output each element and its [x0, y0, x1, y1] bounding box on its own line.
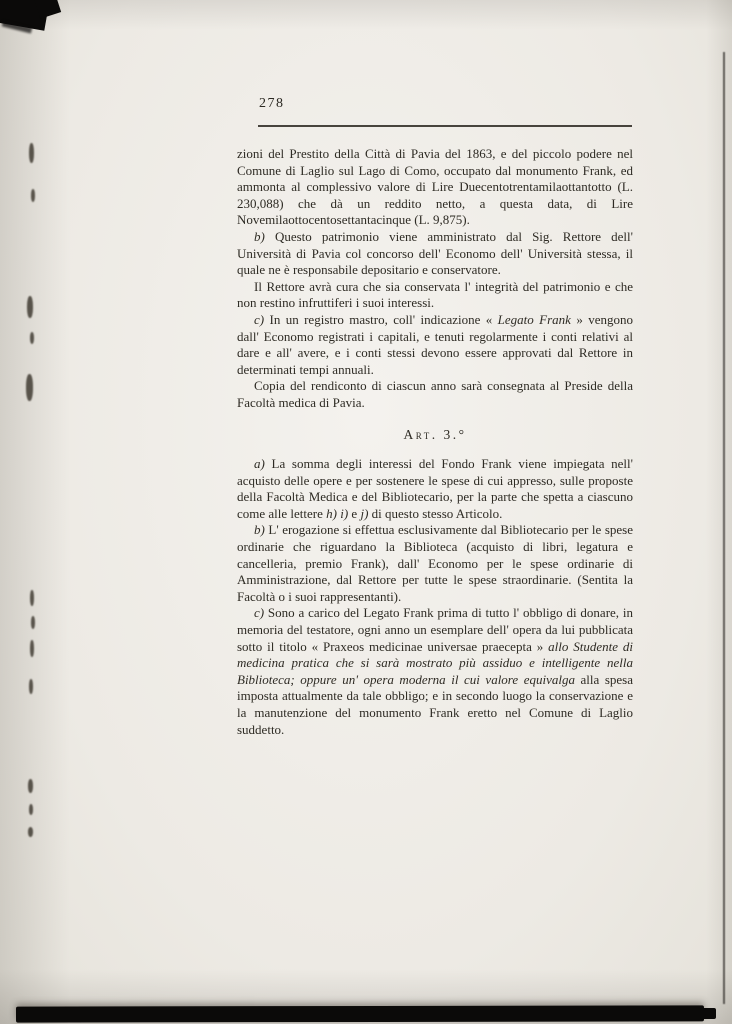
text-run-italic: Legato Frank: [497, 311, 571, 327]
paragraph: [237, 312, 633, 378]
ink-smudge: [28, 827, 33, 837]
lettera-marker: b): [254, 522, 265, 538]
header-rule: [258, 125, 632, 127]
text-run: Il Rettore avrà cura che sia conservata l' integrità del patrimonio e che non restino infruttiferi i suoi interessi.: [237, 278, 633, 311]
paragraph: [237, 279, 633, 312]
text-run: zioni del Prestito della Città di Pavia del 1863, e del piccolo podere nel Comune di Laglio sul Lago di Como, occupato dal monumento Frank, ed ammonta al complessivo valore di Lire Duecentotrentamilaottantotto (L. 230,088) che dà un reddito netto, a questa data, di Lire Novemilaottocentosettantacinque (L. 9,875).: [237, 146, 633, 228]
ink-smudge: [29, 804, 33, 815]
text-run-italic: j): [360, 505, 369, 521]
ink-smudge: [30, 640, 34, 657]
scan-edge-bar: [16, 1005, 704, 1022]
text-run: Questo patrimonio viene amministrato dal Sig. Rettore dell' Università di Pavia col concorso dell' Economo dell' Università stessa, il quale ne è responsabile depositario e conservatore.: [237, 228, 633, 278]
paragraph: [237, 378, 633, 411]
lettera-marker: c): [254, 311, 265, 327]
paragraph: [237, 146, 633, 229]
text-run: L' erogazione si effettua esclusivamente dal Bibliotecario per le spese ordinarie che riguardano la Biblioteca (acquisto di libri, legatura e cancelleria, premio Frank), dall' Economo per le spese ordinarie di Amministrazione, dal Rettore per tutte le spese straordinarie. (Sentita la Facoltà o i suoi rappresentanti).: [237, 522, 633, 604]
text-run: Sono a carico del Legato Frank prima di tutto l' obbligo di donare, in memoria del testatore, ogni anno un esemplare dell' opera da lui pubblicata sotto il titolo « Praxeos medicinae universae praecepta »: [237, 605, 633, 654]
text-run: alla spesa imposta attualmente da tale obbligo; e in secondo luogo la conservazione e la manutenzione del monumento Frank eretto nel Comune di Laglio suddetto.: [237, 671, 633, 737]
ink-smudge: [30, 590, 34, 606]
text-run: » vengono dall' Economo registrati i capitali, e tenuti regolarmente i conti relativi al dare e all' avere, e i conti stessi devono essere approvati dal Rettore in determinati tempi annuali.: [237, 311, 633, 377]
article-heading: Art. 3.°: [403, 426, 467, 442]
ink-smudge: [28, 779, 33, 793]
paragraph: [237, 229, 633, 279]
paragraph: [237, 522, 633, 605]
scan-edge-blob: [700, 1008, 716, 1019]
text-run-italic: h) i): [326, 505, 349, 521]
lettera-marker: b): [254, 228, 265, 244]
page-number: 278: [259, 96, 285, 111]
text-run: e: [348, 505, 361, 521]
ink-smudge: [30, 332, 34, 344]
ink-smudge: [31, 189, 35, 202]
paragraph: [237, 605, 633, 738]
paragraph: [237, 456, 633, 522]
ink-smudge: [26, 374, 33, 401]
lettera-marker: c): [254, 605, 265, 621]
text-run: La somma degli interessi del Fondo Frank viene impiegata nell' acquisto delle opere e per sostenere le spese di cui appresso, sulle proposte della Facoltà Medica e del Bibliotecario, per la parte che spetta a ciascuno come alle lettere: [237, 456, 633, 521]
ink-smudge: [29, 143, 34, 163]
text-run: In un registro mastro, coll' indicazione «: [264, 311, 498, 327]
text-run: di questo stesso Articolo.: [368, 505, 503, 521]
scan-edge-line: [723, 52, 725, 1004]
ink-smudge: [31, 616, 35, 629]
ink-smudge: [27, 296, 33, 318]
text-block: [237, 146, 633, 738]
text-run-italic: allo Studente di medicina pratica che si sarà mostrato più assiduo e intelligente nella Biblioteca; oppure un' opera moderna il cui valore equivalga: [237, 638, 633, 687]
ink-smudge: [29, 679, 33, 694]
lettera-marker: a): [254, 456, 265, 472]
text-run: Copia del rendiconto di ciascun anno sarà consegnata al Preside della Facoltà medica di Pavia.: [237, 378, 633, 410]
